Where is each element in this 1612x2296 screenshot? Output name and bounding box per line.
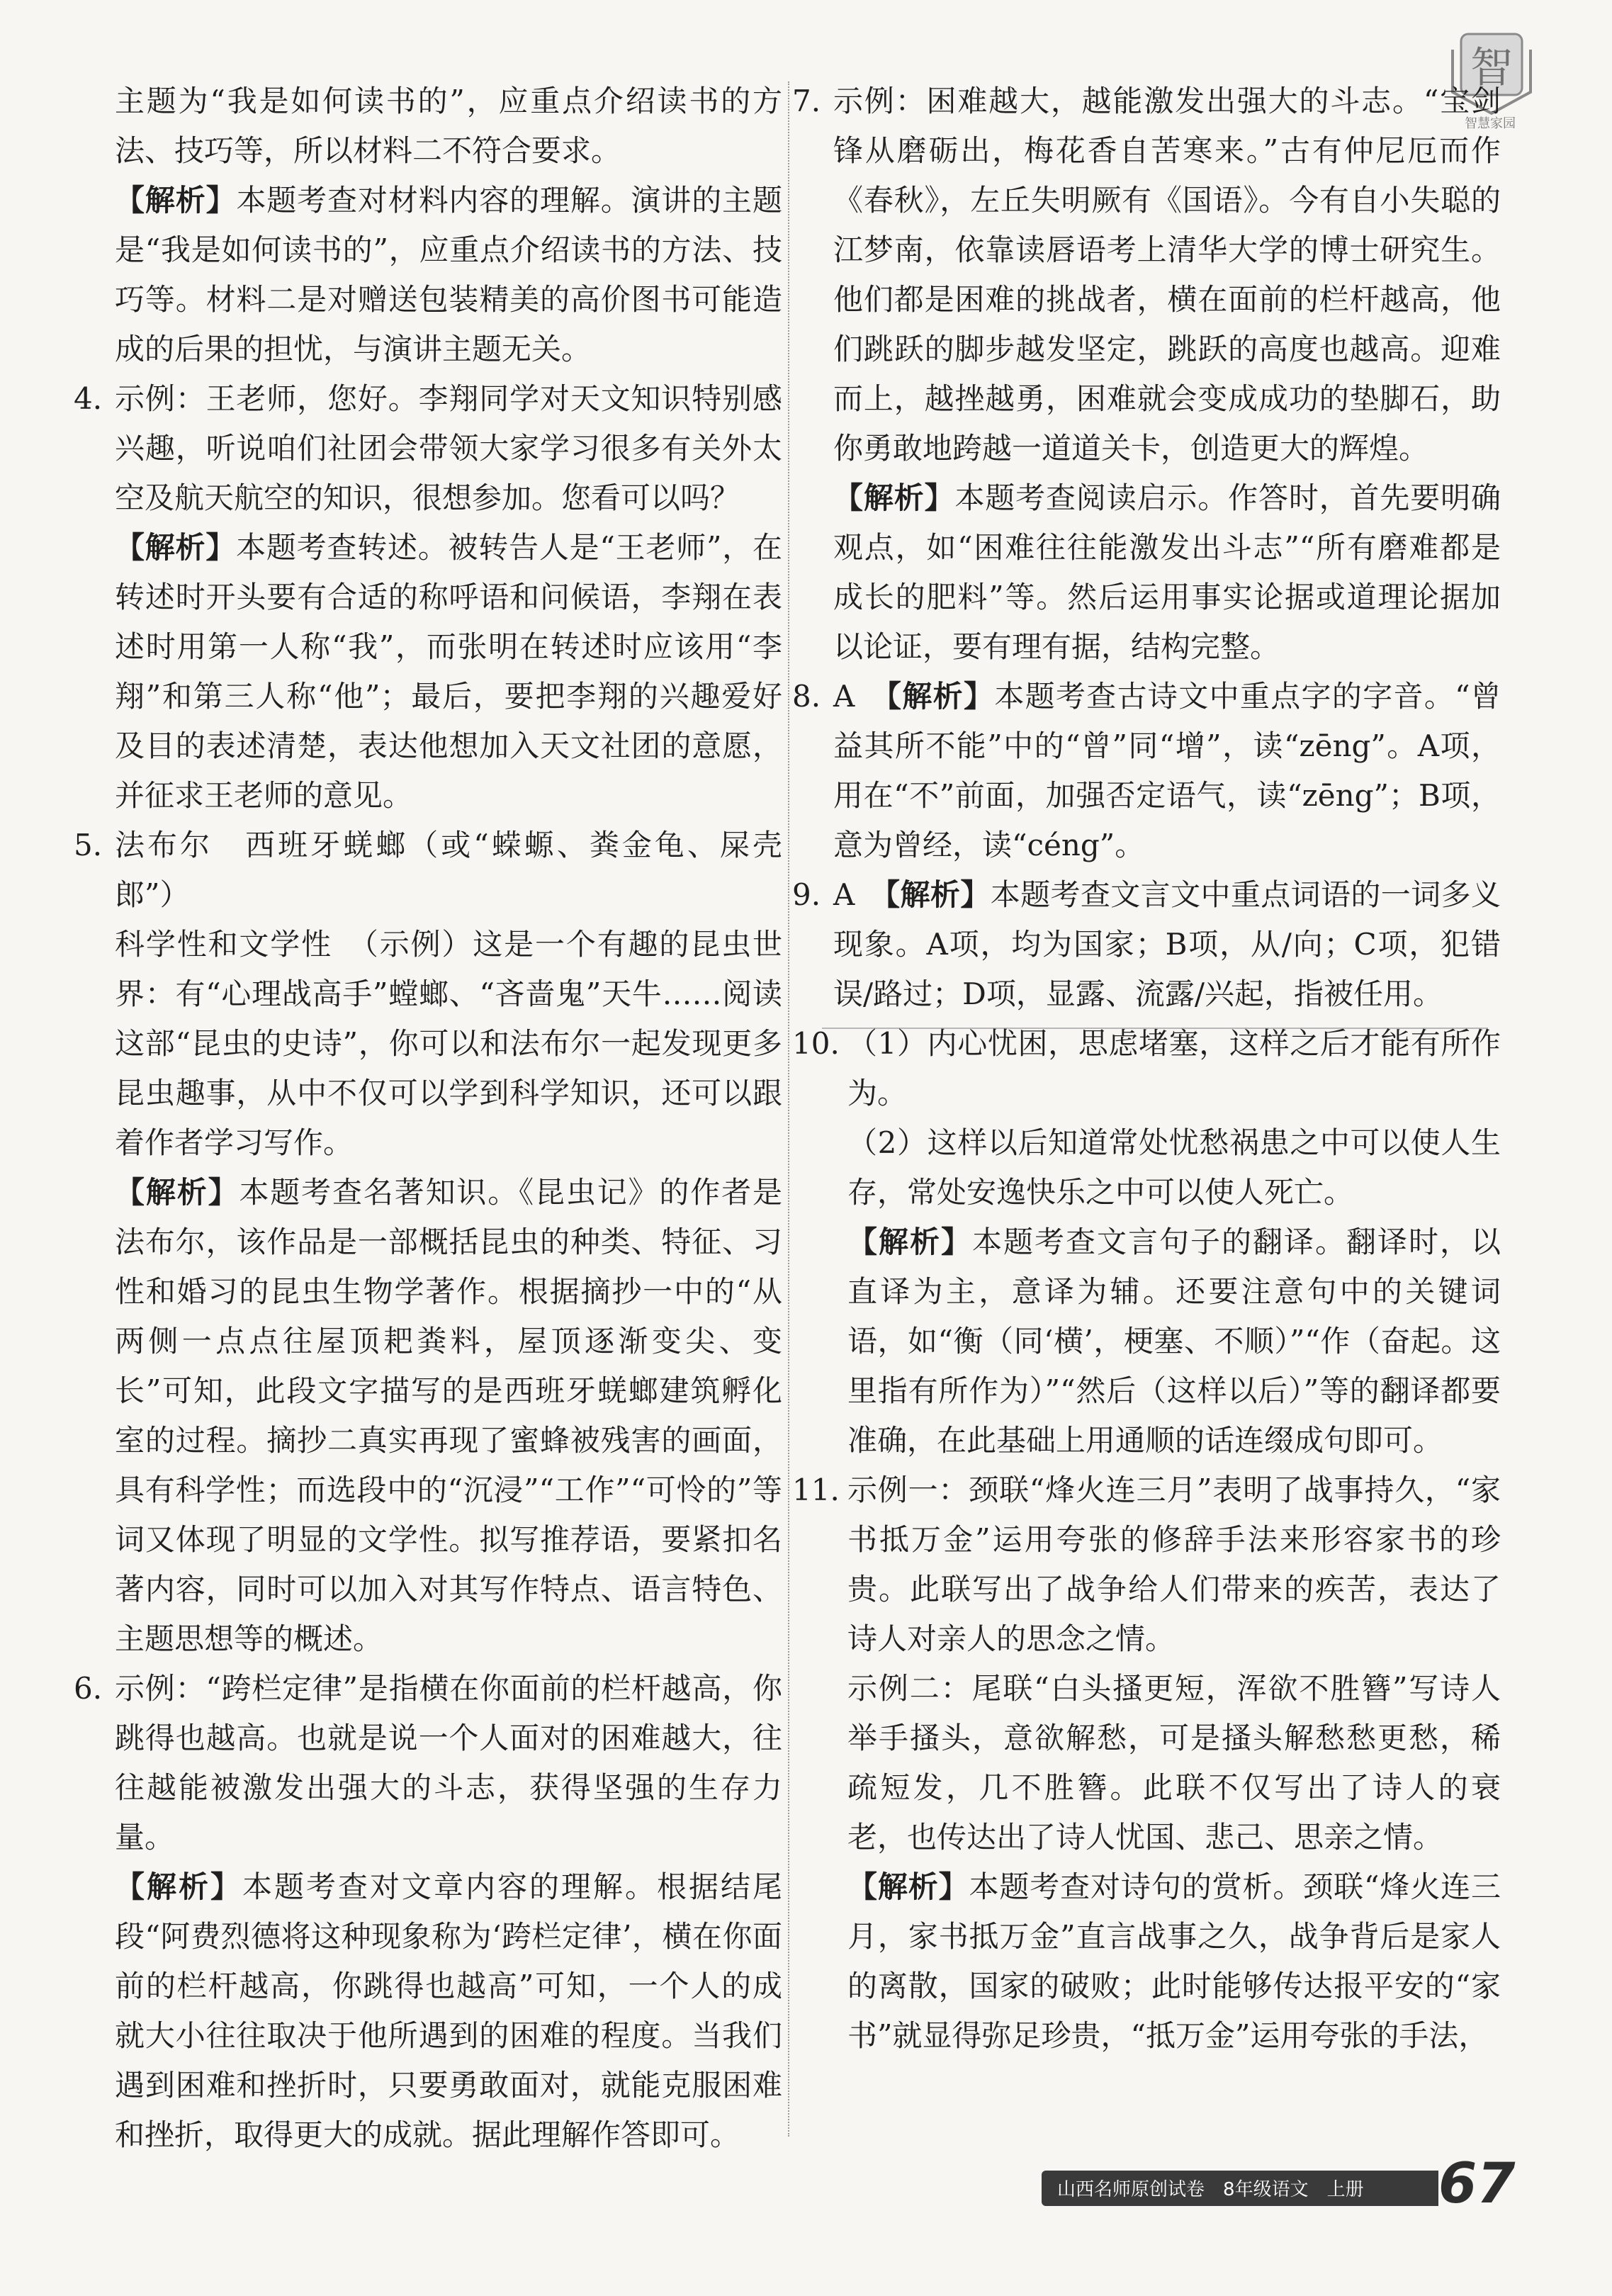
analysis-tag: 【解析】: [847, 1225, 972, 1259]
q7-answer: 示例：困难越大，越能激发出强大的斗志。“宝剑锋从磨砺出，梅花香自苦寒来。”古有仲尼厄而作《春秋》，左丘失明厥有《国语》。今有自小失聪的江梦南，依靠读唇语考上清华大学的博士研究生。他们都是困难的挑战者，横在面前的栏杆越高，他们跳跃的脚步越发坚定，跳跃的高度也越高。迎难而上，越挫越勇，困难就会变成成功的垫脚石，助你勇敢地跨越一道道关卡，创造更大的辉煌。: [833, 84, 1501, 466]
q6-answer: 示例：“跨栏定律”是指横在你面前的栏杆越高，你跳得也越高。也就是说一个人面对的困难越大，往往越能被激发出强大的斗志，获得坚强的生存力量。: [115, 1671, 782, 1855]
q6-analysis: [115, 1862, 782, 2160]
question-number: 8.: [792, 679, 821, 714]
question-number: 6.: [74, 1671, 103, 1706]
analysis-tag: 【解析】: [886, 679, 995, 714]
q5-answer-line1: 法布尔 西班牙蜣螂（或“蝾螈、粪金龟、屎壳郎”）: [115, 828, 782, 912]
analysis-tag: 【解析】: [115, 1869, 242, 1904]
analysis-tag: 【解析】: [115, 530, 237, 565]
q3-analysis: [74, 176, 782, 374]
analysis-tag: 【解析】: [833, 480, 955, 515]
q8-analysis-text: 本题考查古诗文中重点字的字音。“曾益其所不能”中的“曾”同“增”，读“zēng”。A项，用在“不”前面，加强否定语气，读“zēng”；B项，意为曾经，读“céng”。: [833, 679, 1501, 862]
analysis-tag: 【解析】: [115, 183, 237, 218]
q10-answer-2: （2）这样以后知道常处忧愁祸患之中可以使人生存，常处安逸快乐之中可以使人死亡。: [847, 1125, 1501, 1210]
footer-series: 山西名师原创试卷: [1057, 2179, 1205, 2200]
page-footer: [1042, 2152, 1538, 2216]
q5-analysis: [115, 1168, 782, 1664]
column-divider: [788, 81, 789, 2137]
question-number: 11.: [792, 1473, 840, 1507]
q5-analysis-text: 本题考查名著知识。《昆虫记》的作者是法布尔，该作品是一部概括昆虫的种类、特征、习性和婚习的昆虫生物学著作。根据摘抄一中的“从两侧一点点往屋顶耙粪料，屋顶逐渐变尖、变长”可知，此段文字描写的是西班牙蜣螂建筑孵化室的过程。摘抄二真实再现了蜜蜂被残害的画面，具有科学性；而选段中的“沉浸”“工作”“可怜的”等词又体现了明显的文学性。拟写推荐语，要紧扣名著内容，同时可以加入对其写作特点、语言特色、主题思想等的概述。: [115, 1175, 782, 1656]
question-11: [792, 1465, 1501, 2061]
question-6: [74, 1664, 782, 2160]
q3-analysis-text: 本题考查对材料内容的理解。演讲的主题是“我是如何读书的”，应重点介绍读书的方法、技巧等。材料二是对赠送包装精美的高价图书可能造成的后果的担忧，与演讲主题无关。: [115, 183, 782, 366]
question-number: 4.: [74, 381, 103, 416]
question-8: [792, 672, 1501, 870]
left-column: [74, 77, 782, 2160]
question-10: [792, 1019, 1501, 1465]
q4-analysis-text: 本题考查转述。被转告人是“王老师”，在转述时开头要有合适的称呼语和问候语，李翔在表述时用第一人称“我”，而张明在转述时应该用“李翔”和第三人称“他”；最后，要把李翔的兴趣爱好及目的表述清楚，表达他想加入天文社团的意愿，并征求王老师的意见。: [115, 530, 782, 813]
q5-answer-line2: 科学性和文学性 （示例）这是一个有趣的昆虫世界：有“心理战高手”螳螂、“吝啬鬼”天牛……阅读这部“昆虫的史诗”，你可以和法布尔一起发现更多昆虫趣事，从中不仅可以学到科学知识，还可以跟着作者学习写作。: [115, 927, 782, 1160]
q10-answer-1: （1）内心忧困，思虑堵塞，这样之后才能有所作为。: [847, 1026, 1501, 1110]
question-4: [74, 374, 782, 821]
q10-analysis-text: 本题考查文言句子的翻译。翻译时，以直译为主，意译为辅。还要注意句中的关键词语，如“衡（同‘横’，梗塞、不顺）”“作（奋起。这里指有所作为）”“然后（这样以后）”等的翻译都要准确，在此基础上用通顺的话连缀成句即可。: [847, 1225, 1501, 1458]
footer-label: [1057, 2175, 1364, 2201]
q11-example-2: 示例二：尾联“白头搔更短，浑欲不胜簪”写诗人举手搔头，意欲解愁，可是搔头解愁愁更愁，稀疏短发，几不胜簪。此联不仅写出了诗人的衰老，也传达出了诗人忧国、悲己、思亲之情。: [847, 1671, 1501, 1855]
q8-analysis: [833, 672, 1501, 870]
q10-analysis: [847, 1217, 1501, 1465]
logo-label: 智慧家园: [1465, 116, 1516, 131]
q11-analysis-text: 本题考查对诗句的赏析。颈联“烽火连三月，家书抵万金”直言战事之久，战争背后是家人的离散，国家的破败；此时能够传达报平安的“家书”就显得弥足珍贵，“抵万金”运用夸张的手法，: [847, 1869, 1501, 2053]
q9-analysis: [833, 870, 1501, 1019]
question-number: 10.: [792, 1026, 840, 1061]
q7-analysis-text: 本题考查阅读启示。作答时，首先要明确观点，如“困难往往能激发出斗志”“所有磨难都是成长的肥料”等。然后运用事实论据或道理论据加以论证，要有理有据，结构完整。: [833, 480, 1501, 664]
q4-answer: 示例：王老师，您好。李翔同学对天文知识特别感兴趣，听说咱们社团会带领大家学习很多有关外太空及航天航空的知识，很想参加。您看可以吗？: [115, 381, 782, 515]
q7-analysis: [833, 473, 1501, 672]
analysis-tag: 【解析】: [885, 877, 991, 912]
q11-analysis: [847, 1862, 1501, 2061]
analysis-tag: 【解析】: [115, 1175, 239, 1210]
logo-glyph: 智: [1470, 43, 1513, 93]
q11-example-1: 示例一：颈联“烽火连三月”表明了战事持久，“家书抵万金”运用夸张的修辞手法来形容家书的珍贵。此联写出了战争给人们带来的疾苦，表达了诗人对亲人的思念之情。: [847, 1473, 1501, 1656]
question-7: [792, 77, 1501, 672]
footer-grade: 8年级语文: [1223, 2179, 1309, 2200]
q9-answer: A: [833, 877, 855, 912]
question-9: [792, 870, 1501, 1019]
analysis-tag: 【解析】: [847, 1869, 969, 1904]
question-number: 7.: [792, 84, 821, 118]
question-number: 9.: [792, 877, 821, 912]
footer-volume: 上册: [1326, 2179, 1364, 2200]
q9-analysis-text: 本题考查文言文中重点词语的一词多义现象。A项，均为国家；B项，从/向；C项，犯错误/路过；D项，显露、流露/兴起，指被任用。: [833, 877, 1501, 1011]
q4-analysis: [115, 523, 782, 821]
q6-analysis-text: 本题考查对文章内容的理解。根据结尾段“阿费烈德将这种现象称为‘跨栏定律’，横在你面前的栏杆越高，你跳得也越高”可知，一个人的成就大小往往取决于他所遇到的困难的程度。当我们遇到困难和挫折时，只要勇敢面对，就能克服困难和挫折，取得更大的成就。据此理解作答即可。: [115, 1869, 782, 2152]
right-column: [792, 77, 1501, 2061]
q3-continuation: 主题为“我是如何读书的”，应重点介绍读书的方法、技巧等，所以材料二不符合要求。: [115, 84, 782, 168]
question-5: [74, 821, 782, 1664]
page-number: 67: [1438, 2152, 1516, 2216]
q8-answer: A: [833, 679, 855, 714]
question-number: 5.: [74, 828, 103, 862]
